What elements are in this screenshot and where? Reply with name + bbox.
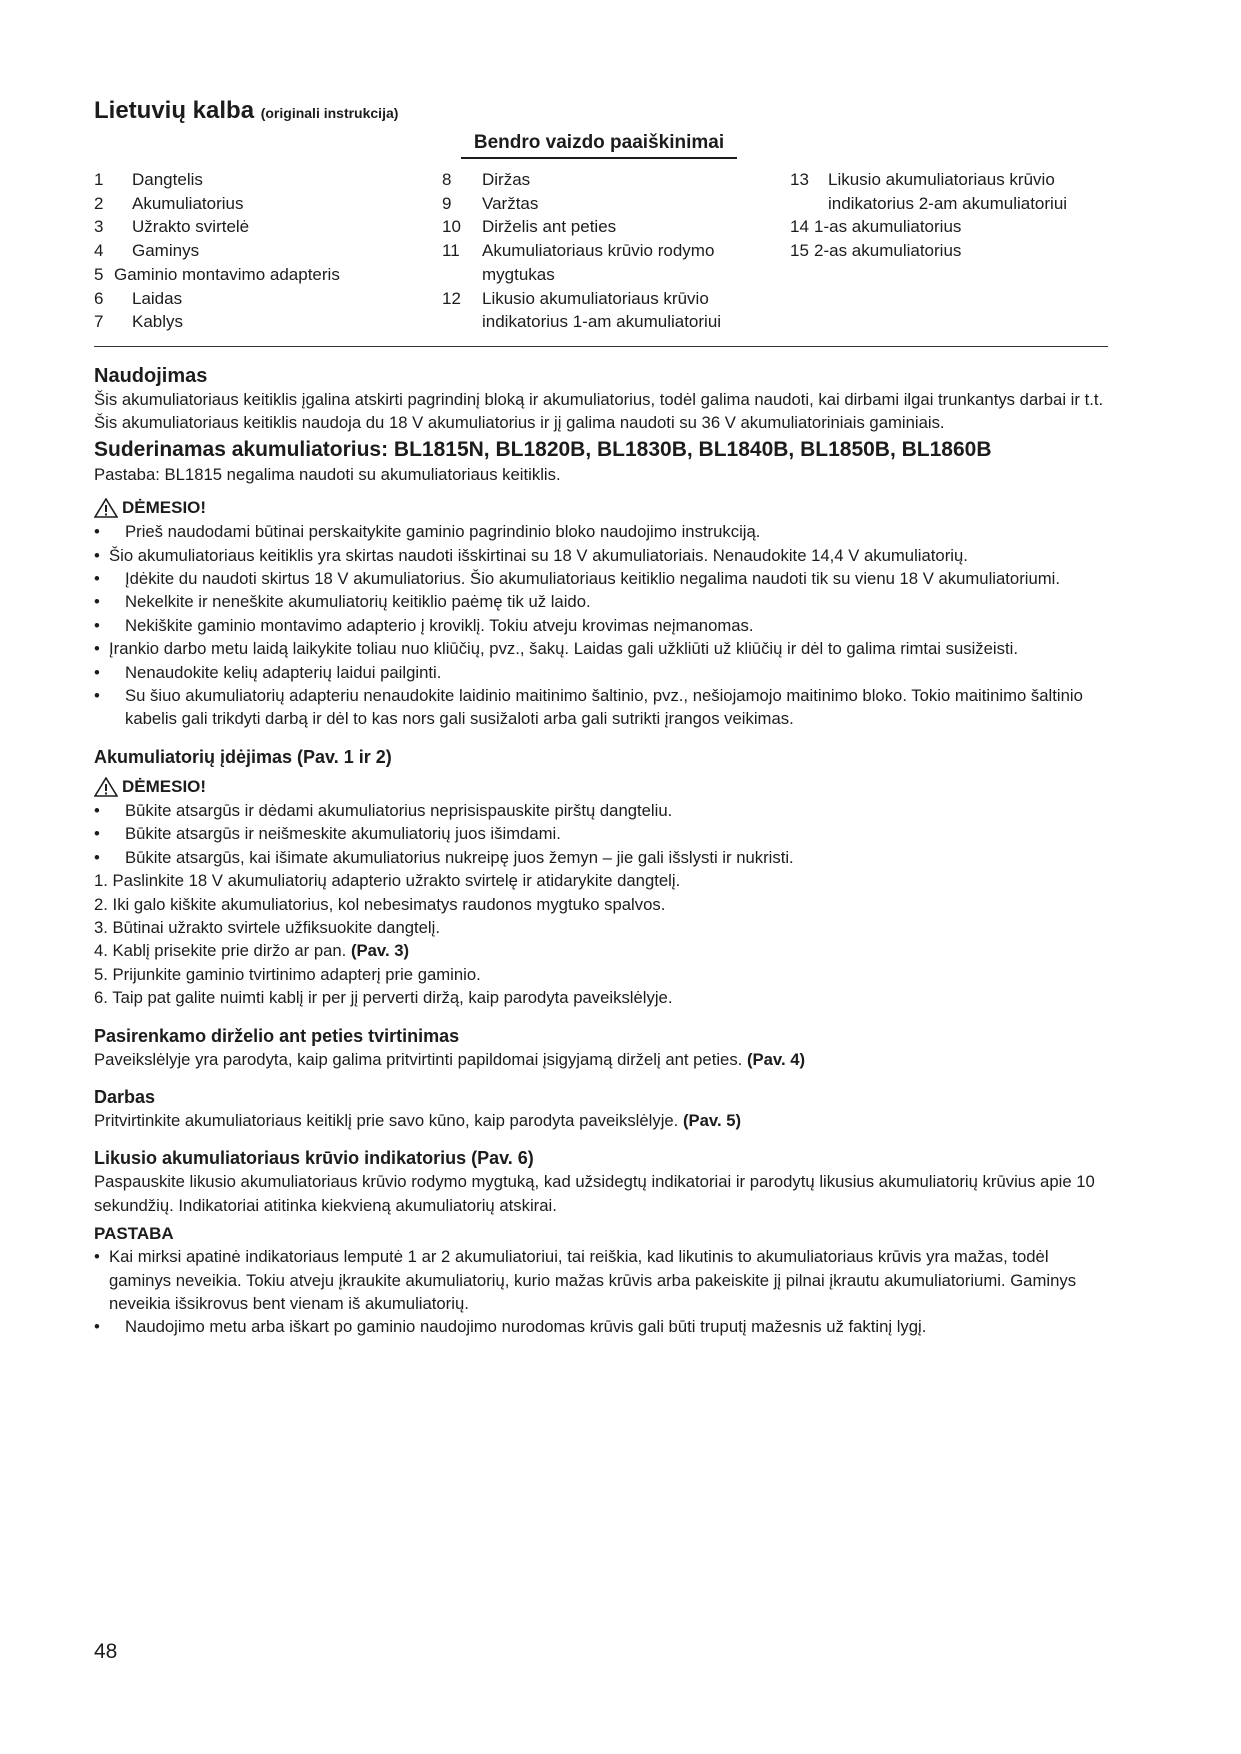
install-step: 2. Iki galo kiškite akumuliatorius, kol nebesimatys raudonos mygtuko spalvos. bbox=[94, 894, 666, 914]
part-item: 10 Dirželis ant peties bbox=[442, 217, 617, 237]
list-item: • Nenaudokite kelių adapterių laidui pailginti. bbox=[94, 661, 1114, 684]
list-item: • Prieš naudodami būtinai perskaitykite gaminio pagrindinio bloko naudojimo instrukciją. bbox=[94, 520, 1114, 543]
part-item: 13 Likusio akumuliatoriaus krūvio indikatorius 2-am akumuliatoriui bbox=[790, 170, 1068, 213]
list-item: • Įdėkite du naudoti skirtus 18 V akumuliatorius. Šio akumuliatoriaus keitiklio negalima naudoti tik su vienu 18 V akumuliatoriumi. bbox=[94, 567, 1114, 590]
list-item: • Būkite atsargūs ir neišmeskite akumuliatorių juos išimdami. bbox=[94, 822, 1114, 845]
list-item: • Būkite atsargūs ir dėdami akumuliatorius neprisispauskite pirštų dangteliu. bbox=[94, 799, 1114, 822]
compatible-batteries: Suderinamas akumuliatorius: BL1815N, BL1820B, BL1830B, BL1840B, BL1850B, BL1860B bbox=[94, 437, 992, 461]
warning-icon bbox=[94, 777, 118, 797]
usage-paragraph-1: Šis akumuliatoriaus keitiklis įgalina atskirti pagrindinį bloką ir akumuliatorius, todėl galima naudoti, kai dirbami ilgai trunkantys darbai ir t.t. bbox=[94, 390, 1104, 409]
install-step: 1. Paslinkite 18 V akumuliatorių adapterio užrakto svirtelę ir atidarykite dangtelį. bbox=[94, 871, 681, 891]
note-list bbox=[94, 1245, 1114, 1339]
strap-heading: Pasirenkamo dirželio ant peties tvirtinimas bbox=[94, 1025, 460, 1046]
install-step: 5. Prijunkite gaminio tvirtinimo adapterį prie gaminio. bbox=[94, 964, 481, 984]
list-item: • Šio akumuliatoriaus keitiklis yra skirtas naudoti išskirtinai su 18 V akumuliatoriais. Nenaudokite 14,4 V akumuliatorių. bbox=[94, 544, 1114, 567]
usage-paragraph-2: Šis akumuliatoriaus keitiklis naudoja du 18 V akumuliatorius ir jį galima naudoti su 36 V akumuliatoriniais gaminiais. bbox=[94, 413, 945, 433]
page-number: 48 bbox=[94, 1640, 118, 1663]
install-heading: Akumuliatorių įdėjimas (Pav. 1 ir 2) bbox=[94, 746, 392, 767]
parts-column-2 bbox=[442, 168, 787, 334]
install-step: 6. Taip pat galite nuimti kablį ir per jį perverti diržą, kaip parodyta paveikslėlyje. bbox=[94, 988, 673, 1008]
warning-icon bbox=[94, 498, 118, 518]
part-item: 11 Akumuliatoriaus krūvio rodymo mygtukas bbox=[442, 241, 715, 284]
work-heading: Darbas bbox=[94, 1086, 156, 1107]
overview-heading: Bendro vaizdo paaiškinimai bbox=[461, 132, 737, 159]
parts-list bbox=[94, 168, 1108, 347]
part-item: 8 Diržas bbox=[442, 170, 531, 189]
list-item: • Būkite atsargūs, kai išimate akumuliatorius nukreipę juos žemyn – jie gali išslysti ir nukristi. bbox=[94, 846, 1114, 869]
part-item: 14 1-as akumuliatorius bbox=[790, 217, 962, 237]
list-item: • Naudojimo metu arba iškart po gaminio naudojimo nurodomas krūvis gali būti truputį mažesnis už faktinį lygį. bbox=[94, 1315, 1114, 1338]
parts-column-3 bbox=[790, 168, 1108, 263]
manual-page bbox=[94, 96, 1108, 1337]
part-item: 3 Užrakto svirtelė bbox=[94, 217, 250, 237]
part-item: 7 Kablys bbox=[94, 312, 184, 332]
part-item: 9 Varžtas bbox=[442, 193, 539, 213]
indicator-text: Paspauskite likusio akumuliatoriaus krūvio rodymo mygtuką, kad užsidegtų indikatoriai ir parodytų likusius akumuliatorių krūvius apie 10 sekundžių. Indikatoriai atitinka kiekvieną akumuliatorių atskirai. bbox=[94, 1172, 1095, 1215]
usage-note: Pastaba: BL1815 negalima naudoti su akumuliatoriaus keitiklis. bbox=[94, 464, 561, 484]
list-item: • Nekiškite gaminio montavimo adapterio į kroviklį. Tokiu atveju krovimas neįmanomas. bbox=[94, 614, 1114, 637]
page-title bbox=[94, 96, 1108, 128]
list-item: • Su šiuo akumuliatorių adapteriu nenaudokite laidinio maitinimo šaltinio, pvz., nešiojamojo maitinimo bloko. Tokio maitinimo šaltinio kabelis gali trikdyti darbą ir dėl to kas nors gali susižaloti arba gali sutrikti įrangos veikimas. bbox=[94, 684, 1114, 731]
list-item: • Nekelkite ir neneškite akumuliatorių keitiklio paėmę tik už laido. bbox=[94, 590, 1114, 613]
install-step: 3. Būtinai užrakto svirtele užfiksuokite dangtelį. bbox=[94, 917, 440, 937]
part-item: 6 Laidas bbox=[94, 288, 183, 308]
part-item: 2 Akumuliatorius bbox=[94, 193, 244, 213]
caution-list bbox=[94, 520, 1114, 731]
note-heading: PASTABA bbox=[94, 1224, 174, 1244]
title-text: Lietuvių kalba bbox=[94, 97, 255, 124]
content-body bbox=[94, 364, 1114, 1339]
caution-label: DĖMESIO! bbox=[94, 496, 1114, 520]
part-item: 4 Gaminys bbox=[94, 241, 200, 261]
part-item: 12 Likusio akumuliatoriaus krūvio indikatorius 1-am akumuliatoriui bbox=[442, 288, 722, 332]
parts-column-1 bbox=[94, 168, 434, 334]
list-item: • Įrankio darbo metu laidą laikykite toliau nuo kliūčių, pvz., šakų. Laidas gali užkliūti už kliūčių ir dėl to galima rimtai susižeisti. bbox=[94, 637, 1114, 660]
caution-label: DĖMESIO! bbox=[94, 775, 1114, 799]
part-item: 5 Gaminio montavimo adapteris bbox=[94, 264, 340, 284]
title-subtitle: (originali instrukcija) bbox=[260, 105, 399, 121]
install-caution-list bbox=[94, 799, 1114, 869]
usage-heading: Naudojimas bbox=[94, 365, 208, 387]
work-text: Pritvirtinkite akumuliatoriaus keitiklį prie savo kūno, kaip parodyta paveikslėlyje. (Pav. 5) bbox=[94, 1110, 742, 1130]
part-item: 1 Dangtelis bbox=[94, 170, 203, 189]
list-item: • Kai mirksi apatinė indikatoriaus lemputė 1 ar 2 akumuliatoriui, tai reiškia, kad likutinis to akumuliatoriaus krūvis yra mažas, todėl gaminys neveikia. Tokiu atveju įkraukite akumuliatorių, kurio mažas krūvis arba pakeiskite jį pilnai įkrautu akumuliatoriumi. Gaminys neveikia išsikrovus bent vienam iš akumuliatorių. bbox=[94, 1245, 1114, 1315]
indicator-heading: Likusio akumuliatoriaus krūvio indikatorius (Pav. 6) bbox=[94, 1148, 534, 1169]
strap-text: Paveikslėlyje yra parodyta, kaip galima pritvirtinti papildomai įsigyjamą dirželį ant peties. (Pav. 4) bbox=[94, 1049, 806, 1069]
install-step: 4. Kablį prisekite prie diržo ar pan. (Pav. 3) bbox=[94, 941, 410, 961]
part-item: 15 2-as akumuliatorius bbox=[790, 241, 962, 261]
